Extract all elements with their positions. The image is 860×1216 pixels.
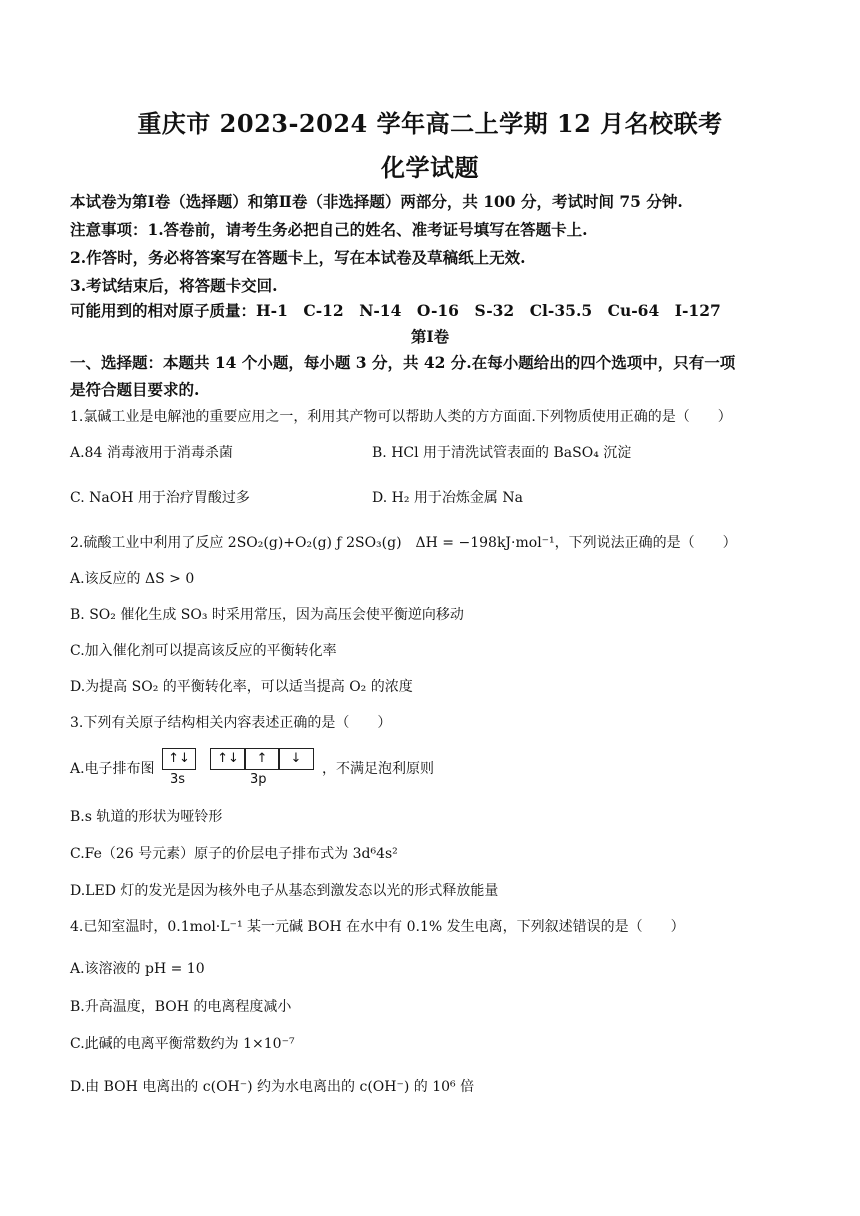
exam-info-line: 本试卷为第Ⅰ卷（选择题）和第Ⅱ卷（非选择题）两部分，共 100 分，考试时间 75 分钟. <box>70 192 683 211</box>
electron-orbital-diagram <box>162 748 322 788</box>
exam-title: 重庆市 2023-2024 学年高二上学期 12 月名校联考 <box>137 109 723 138</box>
question-4-option-d: D.由 BOH 电离出的 c(OH⁻) 约为水电离出的 c(OH⁻) 的 10⁶ 倍 <box>70 1079 475 1095</box>
orbital-3s-cell: ↑↓ <box>162 748 196 770</box>
orbital-3p-label: 3p <box>250 772 267 787</box>
exam-subject-title: 化学试题 <box>381 153 479 182</box>
question-4-option-c: C.此碱的电离平衡常数约为 1×10⁻⁷ <box>70 1036 295 1052</box>
volume-heading: 第Ⅰ卷 <box>410 327 450 346</box>
notice-line-2: 2.作答时，务必将答案写在答题卡上，写在本试卷及草稿纸上无效. <box>70 248 526 267</box>
question-2-option-a: A.该反应的 ΔS > 0 <box>70 571 195 587</box>
question-3-option-a-suffix: ，不满足泡利原则 <box>322 761 434 777</box>
question-1-stem: 1.氯碱工业是电解池的重要应用之一，利用其产物可以帮助人类的方方面面.下列物质使用正确的是（ ） <box>70 409 732 425</box>
notice-line-3: 3.考试结束后，将答题卡交回. <box>70 276 278 295</box>
question-1-option-d: D. H₂ 用于冶炼金属 Na <box>372 490 523 506</box>
section-intro-1: 一、选择题：本题共 14 个小题，每小题 3 分，共 42 分.在每小题给出的四个选项中，只有一项 <box>70 353 736 372</box>
atomic-mass-line: 可能用到的相对原子质量：H-1 C-12 N-14 O-16 S-32 Cl-35.5 Cu-64 I-127 <box>70 301 721 320</box>
section-intro-2: 是符合题目要求的. <box>70 380 200 399</box>
question-2-option-d: D.为提高 SO₂ 的平衡转化率，可以适当提高 O₂ 的浓度 <box>70 679 413 695</box>
question-1-option-a: A.84 消毒液用于消毒杀菌 <box>70 445 233 461</box>
orbital-3p-cell-2: ↑ <box>244 748 280 770</box>
question-2-option-c: C.加入催化剂可以提高该反应的平衡转化率 <box>70 643 337 659</box>
question-2-option-b: B. SO₂ 催化生成 SO₃ 时采用常压，因为高压会使平衡逆向移动 <box>70 607 464 623</box>
question-1-option-b: B. HCl 用于清洗试管表面的 BaSO₄ 沉淀 <box>372 445 632 461</box>
question-4-stem: 4.已知室温时，0.1mol·L⁻¹ 某一元碱 BOH 在水中有 0.1% 发生电离，下列叙述错误的是（ ） <box>70 919 685 935</box>
question-3-option-d: D.LED 灯的发光是因为核外电子从基态到激发态以光的形式释放能量 <box>70 883 499 899</box>
question-2-stem: 2.硫酸工业中利用了反应 2SO₂(g)+O₂(g) ƒ 2SO₃(g) ΔH = −198kJ·mol⁻¹，下列说法正确的是（ ） <box>70 535 737 551</box>
question-4-option-b: B.升高温度，BOH 的电离程度减小 <box>70 999 292 1015</box>
notice-line-1: 注意事项：1.答卷前，请考生务必把自己的姓名、准考证号填写在答题卡上. <box>70 220 588 239</box>
orbital-3s-label: 3s <box>170 772 186 787</box>
orbital-3p-cell-3: ↓ <box>278 748 314 770</box>
question-4-option-a: A.该溶液的 pH = 10 <box>70 961 205 977</box>
question-3-option-b: B.s 轨道的形状为哑铃形 <box>70 809 223 825</box>
question-1-option-c: C. NaOH 用于治疗胃酸过多 <box>70 490 250 506</box>
question-3-stem: 3.下列有关原子结构相关内容表述正确的是（ ） <box>70 715 392 731</box>
question-3-option-a-prefix: A.电子排布图 <box>70 761 155 777</box>
question-3-option-c: C.Fe（26 号元素）原子的价层电子排布式为 3d⁶4s² <box>70 846 398 862</box>
orbital-3p-cell-1: ↑↓ <box>210 748 246 770</box>
